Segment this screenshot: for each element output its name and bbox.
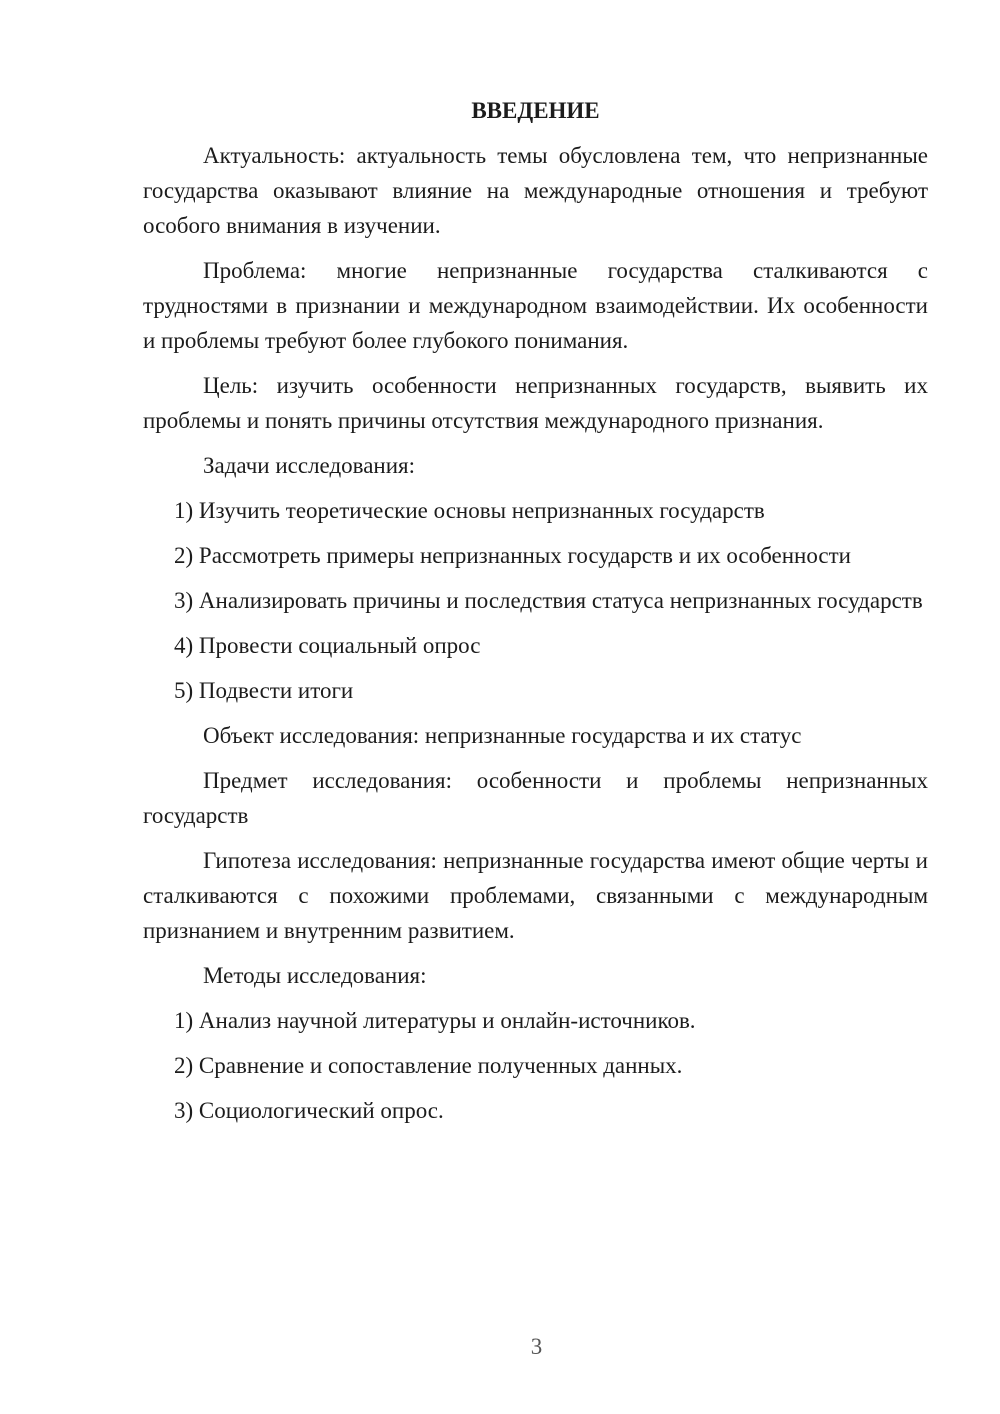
object-paragraph: Объект исследования: непризнанные государства и их статус xyxy=(203,723,802,748)
task-item-5: 5) Подвести итоги xyxy=(174,678,354,703)
page-number: 3 xyxy=(530,1334,543,1359)
task-item-1: 1) Изучить теоретические основы непризнанных государств xyxy=(174,498,765,523)
problem-paragraph: Проблема: многие непризнанные государства сталкиваются с трудностями в признании и международном взаимодействии. Их особенности и проблемы требуют более глубокого понимания. xyxy=(143,258,928,353)
method-item-3: 3) Социологический опрос. xyxy=(174,1098,444,1123)
methods-title: Методы исследования: xyxy=(203,963,427,988)
method-item-1: 1) Анализ научной литературы и онлайн-источников. xyxy=(174,1008,696,1033)
tasks-title: Задачи исследования: xyxy=(203,453,416,478)
goal-paragraph: Цель: изучить особенности непризнанных государств, выявить их проблемы и понять причины отсутствия международного признания. xyxy=(143,373,928,433)
method-item-2: 2) Сравнение и сопоставление полученных данных. xyxy=(174,1053,683,1078)
task-item-2: 2) Рассмотреть примеры непризнанных государств и их особенности xyxy=(174,543,851,568)
subject-paragraph: Предмет исследования: особенности и проблемы непризнанных государств xyxy=(143,768,928,828)
task-item-4: 4) Провести социальный опрос xyxy=(174,633,481,658)
section-heading: ВВЕДЕНИЕ xyxy=(471,98,600,123)
task-item-3: 3) Анализировать причины и последствия статуса непризнанных государств xyxy=(174,588,923,613)
relevance-paragraph: Актуальность: актуальность темы обусловлена тем, что непризнанные государства оказывают влияние на международные отношения и требуют особого внимания в изучении. xyxy=(143,143,928,238)
hypothesis-paragraph: Гипотеза исследования: непризнанные государства имеют общие черты и сталкиваются с похожими проблемами, связанными с международным признанием и внутренним развитием. xyxy=(143,848,928,943)
document-body xyxy=(143,93,928,1138)
